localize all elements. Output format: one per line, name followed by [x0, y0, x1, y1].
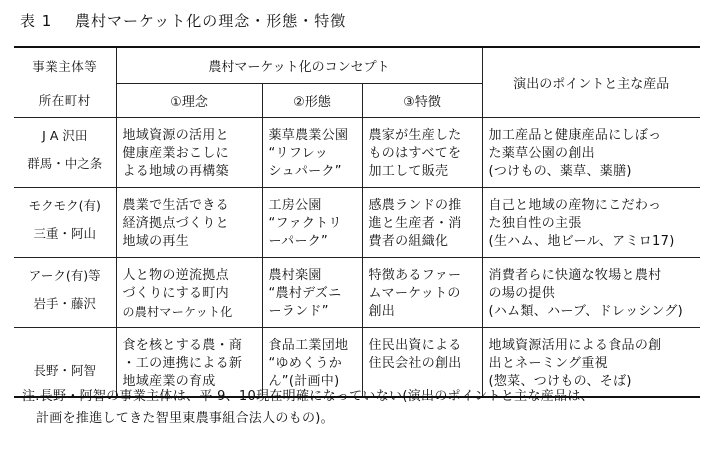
text-line: づくりにする町内 [122, 285, 229, 301]
text-line: 出とネーミング重視 [488, 355, 608, 371]
form-header: ②形態 [262, 83, 362, 117]
note-line-1: 注.長野・阿智の事業主体は、平 9、10現在明確になっていない(演出のポイントと主な産品は、 [22, 389, 594, 404]
text-line: 住民出資による [368, 337, 462, 353]
actor-name [14, 336, 116, 351]
text-line: (ハム類、ハーブ、ドレッシング) [488, 303, 684, 319]
text-line: た薬草公園の創出 [488, 145, 595, 161]
products-cell [482, 117, 700, 187]
text-line: 住民会社の創出 [368, 355, 462, 371]
form-cell [262, 257, 362, 327]
header-row-1 [14, 47, 700, 83]
actor-name: アーク(有)等 [28, 267, 101, 283]
text-line: ・工の連携による新 [122, 355, 243, 371]
text-line: 食を核とする農・商 [122, 337, 243, 353]
text-line: 地域産業の育成 [122, 373, 216, 389]
actor-location: 群馬・中之条 [27, 155, 103, 171]
actor-location: 長野・阿智 [33, 362, 96, 378]
text-line: 健康産業おこしに [122, 145, 229, 161]
actor-name: モクモク(有) [28, 197, 101, 213]
products-header: 演出のポイントと主な産品 [482, 47, 700, 117]
text-line: 感農ランドの推 [368, 197, 462, 213]
text-line: ーランド” [268, 303, 329, 319]
actor-location: 三重・阿山 [33, 225, 96, 241]
products-cell [482, 187, 700, 257]
text-line: “リフレッ [268, 145, 329, 161]
text-line: た独自性の主張 [488, 215, 582, 231]
idea-cell [116, 117, 262, 187]
text-line: 工房公園 [268, 197, 322, 213]
text-line: 地域資源活用による食品の創 [488, 337, 662, 353]
text-line: 薬草農業公園 [268, 127, 349, 143]
text-line: 特徴あるファー [368, 267, 462, 283]
text-line: ん”(計画中) [268, 373, 340, 389]
note-line-2: 計画を推進してきた智里東農事組合法人のもの)。 [36, 411, 334, 426]
feature-cell [362, 117, 482, 187]
table-row [14, 117, 700, 187]
text-line: (惣菜、つけもの、そば) [488, 373, 632, 389]
table-title-text: 農村マーケット化の理念・形態・特徴 [75, 12, 347, 30]
text-line: 消費者らに快適な牧場と農村 [488, 267, 662, 283]
feature-header: ③特徴 [362, 83, 482, 117]
text-line: よる地域の再構築 [122, 163, 229, 179]
text-line: 費者の組織化 [368, 233, 449, 249]
text-line: 地域資源の活用と [122, 127, 229, 143]
text-line: 加工して販売 [368, 163, 449, 179]
feature-cell [362, 257, 482, 327]
form-cell [262, 117, 362, 187]
idea-header: ①理念 [116, 83, 262, 117]
actor-name: J A 沢田 [42, 127, 88, 143]
text-line: 農村楽園 [268, 267, 322, 283]
feature-cell [362, 187, 482, 257]
text-line: の農村マーケット化 [122, 304, 233, 319]
text-line: “ゆめくうか [268, 355, 343, 371]
text-line: 農業で生活できる [122, 197, 229, 213]
text-line: 進と生産者・消 [368, 215, 462, 231]
location-header: 所在町村 [14, 83, 116, 117]
idea-cell [116, 187, 262, 257]
concept-table [14, 46, 700, 398]
text-line: “ファクトリ [268, 215, 342, 231]
text-line: ーパーク” [268, 233, 329, 249]
text-line: 地域の再生 [122, 233, 190, 249]
text-line: ムマーケットの [368, 285, 461, 301]
concept-header: 農村マーケット化のコンセプト [116, 47, 482, 83]
text-line: (つけもの、薬草、薬膳) [488, 163, 632, 179]
text-line: 自己と地域の産物にこだわっ [488, 197, 662, 213]
products-cell [482, 257, 700, 327]
text-line: の場の提供 [488, 285, 556, 301]
text-line: 人と物の逆流拠点 [122, 267, 229, 283]
text-line: 食品工業団地 [268, 337, 349, 353]
actor-header: 事業主体等 [14, 47, 116, 83]
text-line: 農家が生産した [368, 127, 462, 143]
text-line: 加工産品と健康産品にしぼっ [488, 127, 662, 143]
actor-location: 岩手・藤沢 [33, 295, 96, 311]
table-row [14, 257, 700, 327]
table-row [14, 187, 700, 257]
actor-cell [14, 187, 116, 257]
actor-cell [14, 257, 116, 327]
table-note [22, 386, 594, 430]
table-title [20, 10, 346, 38]
text-line: “農村デズニ [268, 285, 342, 301]
text-line: シュパーク” [268, 163, 342, 179]
text-line: ものはすべてを [368, 145, 462, 161]
text-line: (生ハム、地ビール、アミロ17) [488, 233, 675, 249]
form-cell [262, 187, 362, 257]
table-number: 表 1 [20, 12, 53, 30]
text-line: 経済拠点づくりと [122, 215, 229, 231]
idea-cell [116, 257, 262, 327]
text-line: 創出 [368, 303, 396, 319]
actor-cell [14, 117, 116, 187]
